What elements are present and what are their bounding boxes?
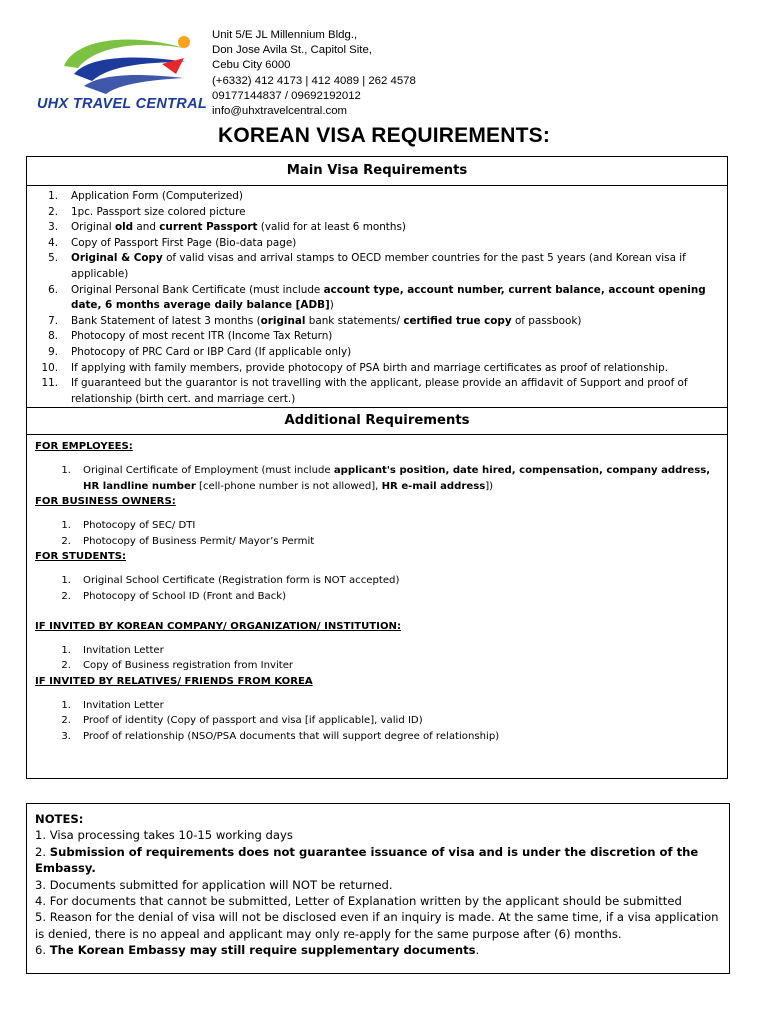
text-run: Copy of Passport First Page (Bio-data page): [71, 236, 297, 249]
list-item: [35, 713, 721, 729]
requirement-item: [27, 220, 727, 236]
text-run: bank statements/: [305, 314, 404, 327]
requirement-item: [27, 314, 727, 330]
text-run: Photocopy of SEC/ DTI: [83, 520, 196, 532]
group-heading: IF INVITED BY RELATIVES/ FRIENDS FROM KOREA: [35, 675, 313, 687]
bold-text: Submission of requirements does not guarantee issuance of visa and is under the discretion of the Embassy.: [35, 844, 699, 876]
item-number: 9.: [48, 345, 58, 358]
page-title: KOREAN VISA REQUIREMENTS:: [217, 124, 551, 147]
requirement-item: [27, 329, 727, 345]
text-run: Invitation Letter: [83, 644, 164, 656]
address-line: Unit 5/E JL Millennium Bldg.,: [212, 29, 358, 41]
main-requirements-list: [27, 186, 727, 407]
text-run: Photocopy of most recent ITR (Income Tax Return): [71, 330, 333, 343]
group-heading: FOR STUDENTS:: [35, 551, 127, 563]
additional-requirements: [35, 439, 721, 745]
bold-text: Original & Copy: [71, 252, 163, 265]
item-number: 8.: [48, 330, 58, 343]
item-number: 1.: [61, 699, 71, 711]
requirement-item: [27, 236, 727, 252]
bold-text: certified true copy: [403, 314, 512, 327]
item-number: 3.: [48, 221, 58, 234]
item-number: 2.: [61, 590, 71, 602]
item-number: 6.: [48, 283, 58, 296]
text-run: Copy of Business registration from Inviter: [83, 660, 294, 672]
text-run: Original Personal Bank Certificate (must include: [71, 283, 324, 296]
requirements-box: [26, 156, 728, 779]
text-run: Original School Certificate (Registration form is NOT accepted): [83, 575, 400, 587]
group-heading: FOR BUSINESS OWNERS:: [35, 496, 176, 508]
text-run: (valid for at least 6 months): [257, 221, 406, 234]
text-run: of passbook): [511, 314, 582, 327]
text-run: 5. Reason for the denial of visa will not be disclosed even if an inquiry is made. At the same time, if a visa application is denied, there is no appeal and applicant may only re-apply for the same purpose after (6) months.: [35, 910, 719, 941]
list-item: [35, 643, 721, 659]
item-number: 2.: [61, 535, 71, 547]
requirement-item: [27, 361, 727, 377]
text-run: 4. For documents that cannot be submitted, Letter of Explanation written by the applicant should be submitted: [35, 894, 682, 909]
group-heading: IF INVITED BY KOREAN COMPANY/ ORGANIZATION/ INSTITUTION:: [35, 620, 402, 632]
text-run: 3. Documents submitted for application will NOT be returned.: [35, 877, 393, 892]
requirement-item: [27, 345, 727, 361]
bold-text: applicant's position, date hired, compensation, company address, HR landline number: [83, 465, 711, 492]
text-run: 2.: [35, 844, 50, 859]
requirement-item: [27, 205, 727, 221]
address-line: 09177144837 / 09692192012: [212, 89, 361, 102]
text-run: Bank Statement of latest 3 months (: [71, 314, 261, 327]
notes-box: [26, 803, 730, 974]
requirement-item: [27, 283, 727, 314]
additional-requirements-heading: Additional Requirements: [27, 407, 727, 435]
group-list: [35, 463, 721, 494]
group-list: [35, 698, 721, 745]
requirement-item: [27, 189, 727, 205]
text-run: 6.: [35, 943, 50, 958]
text-run: Photocopy of Business Permit/ Mayor’s Permit: [83, 535, 315, 547]
item-number: 2.: [61, 660, 71, 672]
item-number: 1.: [61, 575, 71, 587]
item-number: 10.: [41, 361, 58, 374]
address-line: Cebu City 6000: [212, 59, 291, 72]
item-number: 2.: [61, 715, 71, 727]
list-item: [35, 658, 721, 674]
logo-text: UHX TRAVEL CENTRAL: [37, 96, 208, 112]
list-item: [35, 573, 721, 589]
group-heading: FOR EMPLOYEES:: [35, 441, 133, 452]
note-item: [35, 893, 722, 909]
item-number: 2.: [48, 205, 58, 218]
notes-heading: NOTES:: [35, 812, 84, 826]
item-number: 5.: [48, 252, 58, 265]
bold-text: original: [260, 314, 306, 327]
text-run: Photocopy of School ID (Front and Back): [83, 590, 287, 602]
note-item: [35, 909, 722, 942]
bold-text: current Passport: [159, 221, 258, 234]
item-number: 1.: [61, 644, 71, 656]
text-run: Photocopy of PRC Card or IBP Card (If applicable only): [71, 345, 352, 358]
text-run: Original: [71, 221, 115, 234]
text-run: If applying with family members, provide photocopy of PSA birth and marriage certificates as proof of relationship.: [71, 361, 669, 374]
address-line: (+6332) 412 4173 | 412 4089 | 262 4578: [212, 74, 416, 87]
group-list: [35, 643, 721, 674]
bold-text: The Korean Embassy may still require supplementary documents: [49, 943, 476, 958]
note-item: [35, 844, 722, 877]
text-run: Invitation Letter: [83, 699, 164, 711]
requirement-item: [27, 376, 727, 407]
text-run: If guaranteed but the guarantor is not travelling with the applicant, please provide an affidavit of Support and proof of relationship (birth cert. and marriage cert.): [71, 377, 688, 405]
requirement-item: [27, 251, 727, 282]
address-line: info@uhxtravelcentral.com: [212, 105, 348, 118]
item-number: 3.: [61, 730, 71, 742]
text-run: and: [133, 221, 160, 234]
item-number: 11.: [41, 377, 58, 390]
list-item: [35, 698, 721, 714]
item-number: 1.: [61, 465, 71, 476]
text-run: .: [475, 943, 480, 958]
text-run: ): [329, 299, 334, 312]
note-item: [35, 827, 722, 843]
text-run: Original Certificate of Employment (must include: [83, 465, 334, 476]
list-item: [35, 518, 721, 534]
list-item: [35, 589, 721, 605]
bold-text: old: [114, 221, 134, 234]
company-address: [212, 28, 416, 119]
text-run: 1pc. Passport size colored picture: [71, 205, 246, 218]
item-number: 1.: [61, 520, 71, 532]
note-item: [35, 942, 722, 958]
item-number: 7.: [48, 314, 58, 327]
bold-text: HR e-mail address: [381, 480, 486, 492]
group-list: [35, 573, 721, 604]
text-run: Proof of identity (Copy of passport and visa [if applicable], valid ID): [83, 715, 423, 727]
note-item: [35, 877, 722, 893]
text-run: Application Form (Computerized): [71, 190, 243, 202]
list-item: [35, 729, 721, 745]
item-number: 1.: [48, 190, 58, 202]
list-item: [35, 534, 721, 550]
text-run: ]): [485, 480, 494, 492]
text-run: of valid visas and arrival stamps to OECD member countries for the past 5 years (and Korean visa if applicable): [71, 252, 686, 280]
list-item: [35, 463, 721, 494]
group-list: [35, 518, 721, 549]
item-number: 4.: [48, 236, 58, 249]
address-line: Don Jose Avila St., Capitol Site,: [212, 44, 372, 57]
text-run: 1. Visa processing takes 10-15 working days: [35, 828, 293, 843]
text-run: [cell-phone number is not allowed],: [195, 480, 382, 492]
bold-text: account type, account number, current balance, account opening date, 6 months average daily balance [ADB]: [71, 283, 706, 312]
text-run: Proof of relationship (NSO/PSA documents that will support degree of relationship): [83, 730, 500, 742]
main-requirements-heading: Main Visa Requirements: [27, 157, 727, 186]
